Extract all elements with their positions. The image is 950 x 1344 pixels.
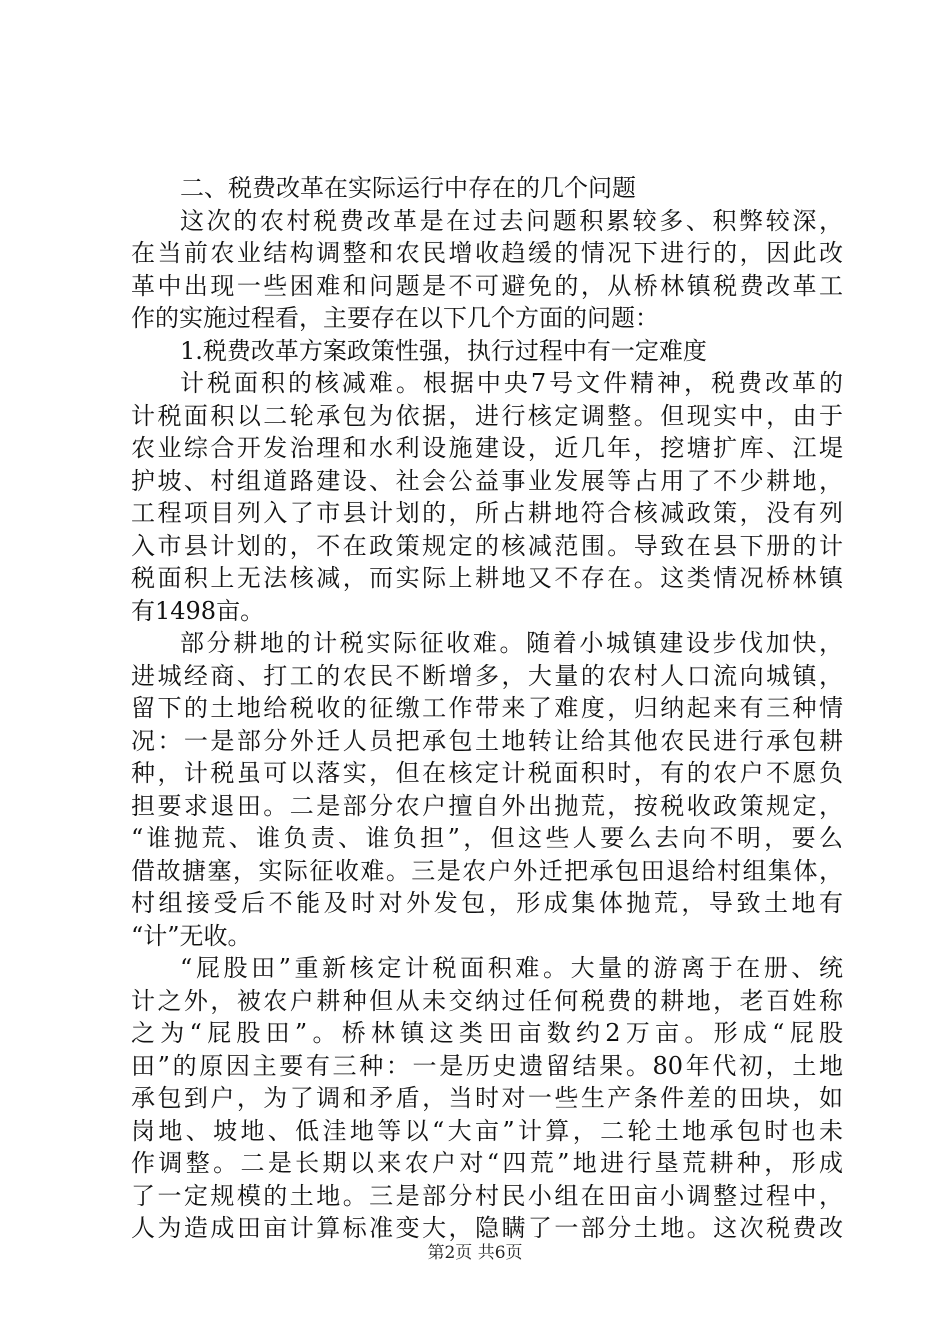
text-line: 计税面积以二轮承包为依据，进行核定调整。但现实中，由于	[131, 401, 843, 430]
text-line: 进城经商、打工的农民不断增多，大量的农村人口流向城镇，	[131, 661, 843, 690]
paragraph	[131, 367, 843, 627]
paragraph	[131, 952, 843, 1245]
text-line: 人为造成田亩计算标准变大，隐瞒了一部分土地。这次税费改	[131, 1214, 843, 1242]
text-line: 计之外，被农户耕种但从未交纳过任何税费的耕地，老百姓称	[131, 986, 843, 1015]
text-line: “计”无收。	[131, 921, 252, 950]
page-footer: 第2页 共6页	[427, 1243, 523, 1263]
subheading	[131, 335, 843, 368]
text-line: 岗地、坡地、低洼地等以“大亩”计算，二轮土地承包时也未	[131, 1116, 843, 1145]
text-line: 作的实施过程看，主要存在以下几个方面的问题：	[131, 304, 659, 332]
text-line: 这次的农村税费改革是在过去问题积累较多、积弊较深，	[180, 206, 843, 235]
text-line: 了一定规模的土地。三是部分村民小组在田亩小调整过程中，	[131, 1181, 843, 1210]
paragraph	[131, 205, 843, 335]
paragraph	[131, 627, 843, 952]
text-line: 1.税费改革方案政策性强，执行过程中有一定难度	[180, 336, 707, 365]
text-line: 况：一是部分外迁人员把承包土地转让给其他农民进行承包耕	[131, 726, 843, 755]
text-line: “谁抛荒、谁负责、谁负担”，但这些人要么去向不明，要么	[131, 824, 843, 852]
text-line: 工程项目列入了市县计划的，所占耕地符合核减政策，没有列	[131, 499, 843, 527]
text-line: 留下的土地给税收的征缴工作带来了难度，归纳起来有三种情	[131, 694, 843, 722]
text-line: 田”的原因主要有三种：一是历史遗留结果。80年代初，土地	[131, 1051, 843, 1080]
text-line: 作调整。二是长期以来农户对“四荒”地进行垦荒耕种，形成	[131, 1149, 843, 1177]
text-line: 有1498亩。	[131, 596, 265, 625]
text-line: 之为“屁股田”。桥林镇这类田亩数约2万亩。形成“屁股	[131, 1019, 843, 1047]
text-line: 承包到户，为了调和矛盾，当时对一些生产条件差的田块，如	[131, 1084, 843, 1112]
text-line: 借故搪塞，实际征收难。三是农户外迁把承包田退给村组集体，	[131, 856, 843, 885]
text-line: 税面积上无法核减，而实际上耕地又不存在。这类情况桥林镇	[131, 564, 843, 592]
section-heading: 二、税费改革在实际运行中存在的几个问题	[180, 174, 636, 202]
text-line: 入市县计划的，不在政策规定的核减范围。导致在县下册的计	[131, 531, 843, 560]
text-line: 部分耕地的计税实际征收难。随着小城镇建设步伐加快，	[180, 629, 843, 657]
text-line: 在当前农业结构调整和农民增收趋缓的情况下进行的，因此改	[131, 239, 843, 267]
text-line: 种，计税虽可以落实，但在核定计税面积时，有的农户不愿负	[131, 759, 843, 787]
text-line: “屁股田”重新核定计税面积难。大量的游离于在册、统	[180, 954, 843, 982]
text-line: 担要求退田。二是部分农户擅自外出抛荒，按税收政策规定，	[131, 791, 843, 820]
text-line: 农业综合开发治理和水利设施建设，近几年，挖塘扩库、江堤	[131, 434, 843, 462]
text-line: 计税面积的核减难。根据中央7号文件精神，税费改革的	[180, 369, 843, 397]
document-body	[131, 172, 843, 1245]
text-line: 护坡、村组道路建设、社会公益事业发展等占用了不少耕地，	[131, 466, 843, 495]
text-line: 革中出现一些困难和问题是不可避免的，从桥林镇税费改革工	[131, 271, 843, 300]
text-line: 村组接受后不能及时对外发包，形成集体抛荒，导致土地有	[131, 889, 843, 917]
